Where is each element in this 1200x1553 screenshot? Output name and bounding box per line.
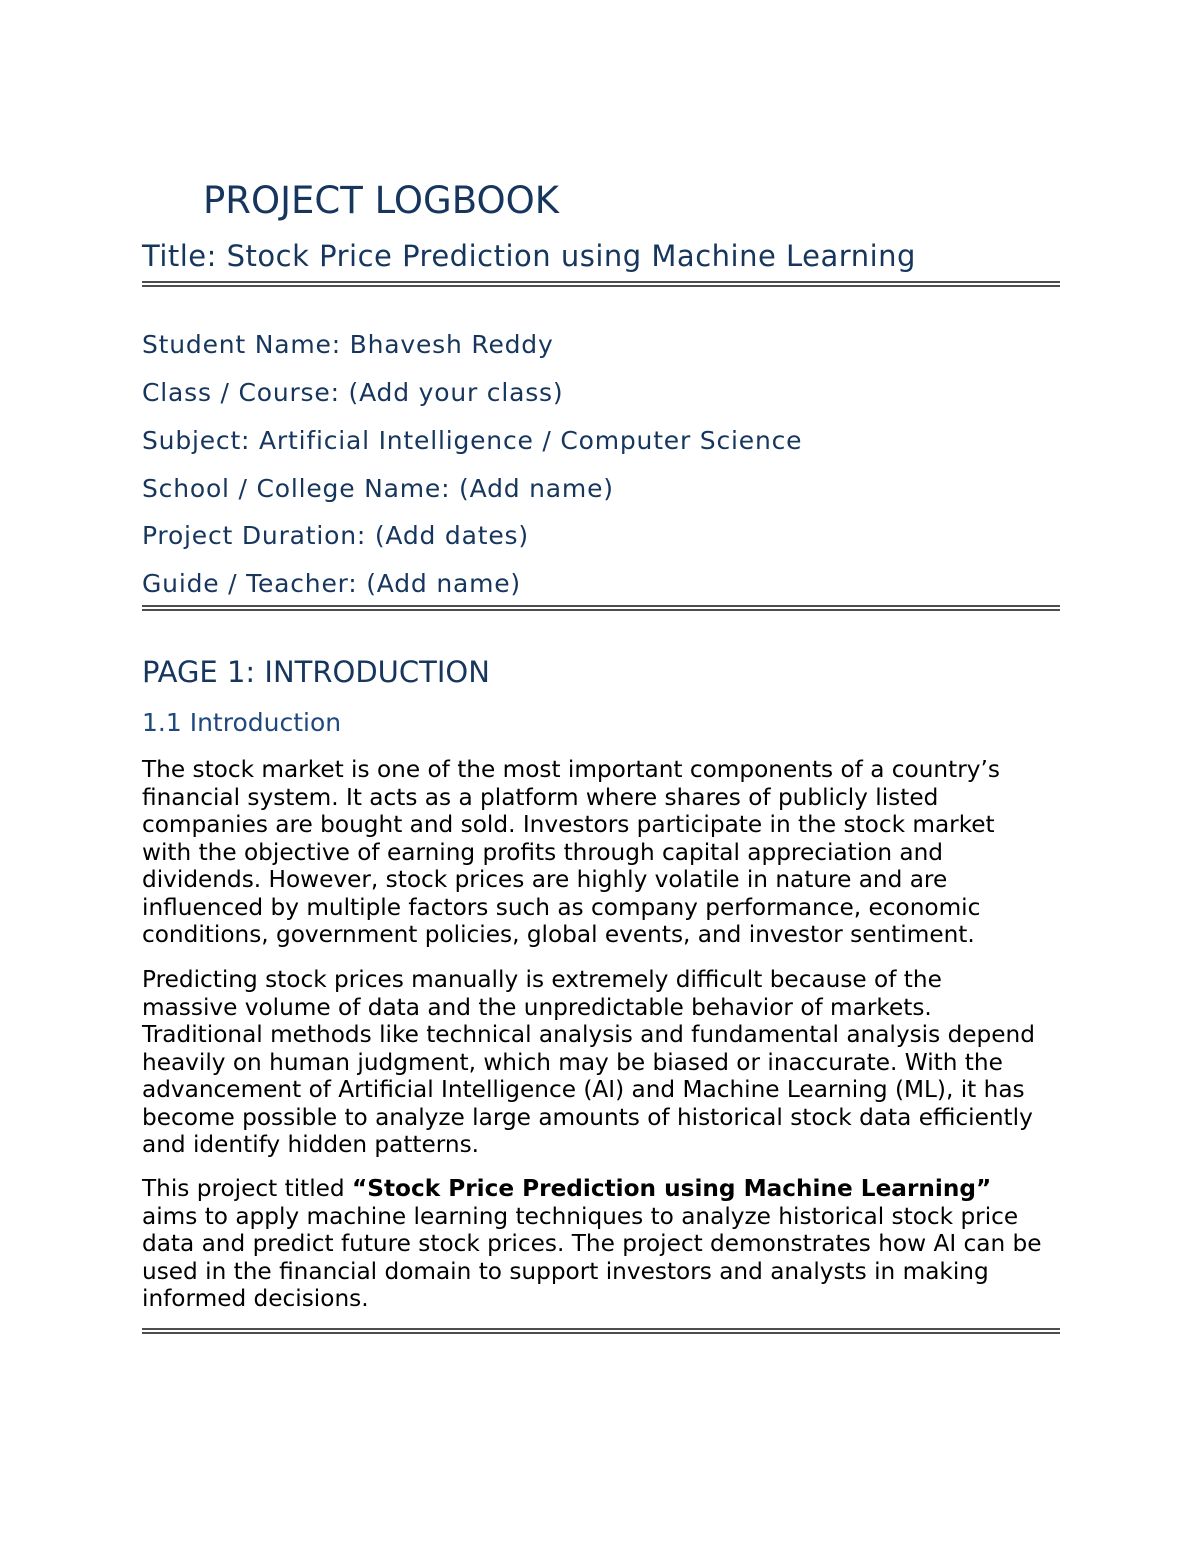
- title-divider: [142, 281, 1060, 287]
- document-title: PROJECT LOGBOOK: [203, 179, 559, 222]
- paragraph-line: companies are bought and sold. Investors participate in the stock market: [142, 811, 995, 838]
- intro-paragraph-3: [142, 1175, 1060, 1313]
- paragraph-line: influenced by multiple factors such as company performance, economic: [142, 893, 981, 921]
- intro-paragraph-1: [142, 756, 1060, 949]
- school-line: School / College Name: (Add name): [142, 474, 614, 503]
- paragraph-line: Traditional methods like technical analysis and fundamental analysis depend: [142, 1021, 1035, 1048]
- paragraph-line: aims to apply machine learning techniques to analyze historical stock price: [142, 1202, 1019, 1230]
- paragraph-line: Predicting stock prices manually is extremely difficult because of the: [142, 966, 942, 993]
- paragraph-line: The stock market is one of the most important components of a country’s: [142, 756, 1000, 783]
- section-end-divider: [142, 1328, 1060, 1334]
- info-divider: [142, 605, 1060, 611]
- paragraph-line: financial system. It acts as a platform where shares of publicly listed: [142, 783, 939, 811]
- paragraph-line: heavily on human judgment, which may be biased or inaccurate. With the: [142, 1048, 1003, 1076]
- paragraph-line: dividends. However, stock prices are highly volatile in nature and are: [142, 866, 948, 893]
- subsection-heading: 1.1 Introduction: [142, 708, 342, 737]
- paragraph-line: with the objective of earning profits through capital appreciation and: [142, 838, 944, 866]
- paragraph-line: become possible to analyze large amounts of historical stock data efficiently: [142, 1103, 1033, 1131]
- intro-paragraph-2: [142, 966, 1060, 1159]
- paragraph-line: informed decisions.: [142, 1285, 369, 1312]
- paragraph-lead-text: This project titled: [142, 1175, 353, 1202]
- project-title-emphasis: “Stock Price Prediction using Machine Learning”: [352, 1175, 992, 1202]
- student-name-line: Student Name: Bhavesh Reddy: [142, 330, 554, 359]
- subject-line: Subject: Artificial Intelligence / Computer Science: [142, 426, 803, 455]
- paragraph-line: conditions, government policies, global events, and investor sentiment.: [142, 921, 975, 948]
- duration-line: Project Duration: (Add dates): [142, 521, 529, 550]
- paragraph-line: and identify hidden patterns.: [142, 1131, 480, 1158]
- paragraph-line: used in the financial domain to support investors and analysts in making: [142, 1257, 989, 1285]
- paragraph-line: [142, 1175, 1060, 1203]
- guide-line: Guide / Teacher: (Add name): [142, 569, 521, 598]
- paragraph-line: data and predict future stock prices. The project demonstrates how AI can be: [142, 1230, 1042, 1257]
- paragraph-line: massive volume of data and the unpredictable behavior of markets.: [142, 993, 932, 1021]
- section-heading: PAGE 1: INTRODUCTION: [142, 655, 490, 689]
- class-course-line: Class / Course: (Add your class): [142, 378, 564, 407]
- project-title: Title: Stock Price Prediction using Machine Learning: [142, 239, 916, 273]
- paragraph-line: advancement of Artificial Intelligence (AI) and Machine Learning (ML), it has: [142, 1076, 1025, 1103]
